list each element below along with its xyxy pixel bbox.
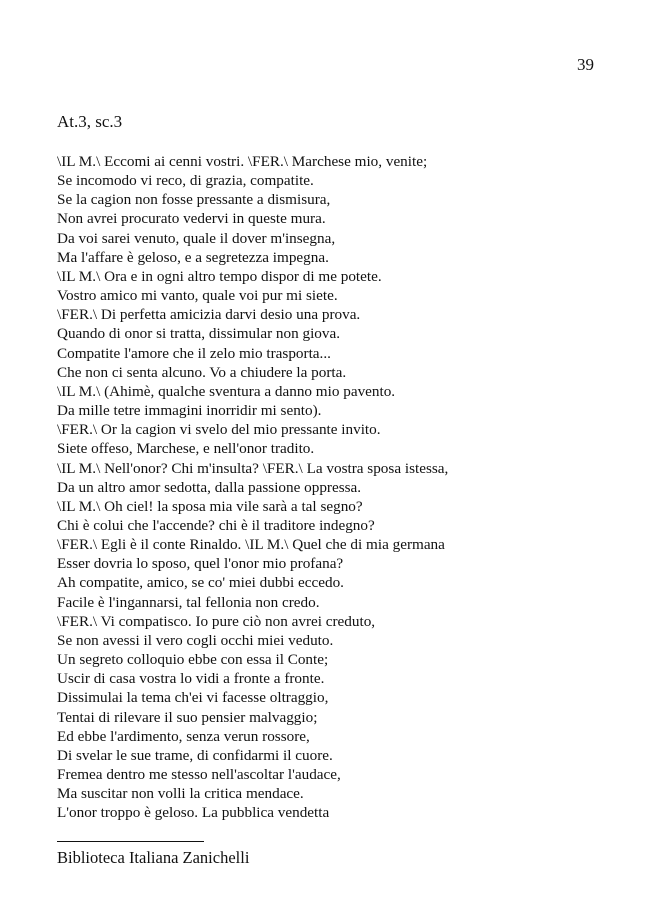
verse-line: Un segreto colloquio ebbe con essa il Conte; [57, 651, 329, 669]
verse-line: Compatite l'amore che il zelo mio trasporta... [57, 344, 331, 362]
verse-line: Di svelar le sue trame, di confidarmi il cuore. [57, 746, 333, 764]
verse-line: Da mille tetre immagini inorridir mi sento). [57, 402, 322, 420]
verse-list [57, 152, 617, 822]
verse-line: Facile è l'ingannarsi, tal fellonia non credo. [57, 593, 320, 611]
verse-line: Se incomodo vi reco, di grazia, compatite. [57, 172, 314, 190]
verse-line: Dissimulai la tema ch'ei vi facesse oltraggio, [57, 689, 329, 707]
verse-line: \FER.\ Vi compatisco. Io pure ciò non avrei creduto, [57, 612, 376, 630]
verse-line: Fremea dentro me stesso nell'ascoltar l'audace, [57, 766, 341, 783]
verse-line: Ed ebbe l'ardimento, senza verun rossore, [57, 727, 310, 745]
verse-line: Esser dovria lo sposo, quel l'onor mio profana? [57, 555, 344, 573]
verse-line: \IL M.\ Oh ciel! la sposa mia vile sarà a tal segno? [57, 497, 363, 515]
page-number: 39 [577, 55, 594, 74]
verse-line: \IL M.\ Ora e in ogni altro tempo dispor di me potete. [57, 267, 382, 285]
verse-line: Ma suscitar non volli la critica mendace. [57, 785, 304, 803]
verse-line: Se non avessi il vero cogli occhi miei veduto. [57, 631, 334, 649]
verse-line: \FER.\ Egli è il conte Rinaldo. \IL M.\ Quel che di mia germana [57, 536, 445, 554]
verse-line: L'onor troppo è geloso. La pubblica vendetta [57, 804, 330, 822]
verse-line: Vostro amico mi vanto, quale voi pur mi siete. [57, 287, 338, 305]
verse-line: Tentai di rilevare il suo pensier malvaggio; [57, 708, 318, 726]
verse-line: Che non ci senta alcuno. Vo a chiudere la porta. [57, 363, 347, 381]
verse-line: Siete offeso, Marchese, e nell'onor tradito. [57, 440, 315, 458]
verse-line: Da un altro amor sedotta, dalla passione oppressa. [57, 478, 362, 496]
verse-line: \FER.\ Di perfetta amicizia darvi desio una prova. [57, 306, 361, 324]
verse-line: Uscir di casa vostra lo vidi a fronte a fronte. [57, 670, 325, 688]
verse-line: Chi è colui che l'accende? chi è il traditore indegno? [57, 516, 375, 534]
verse-line: \IL M.\ Eccomi ai cenni vostri. \FER.\ Marchese mio, venite; [57, 153, 428, 170]
section-title: At.3, sc.3 [57, 112, 123, 131]
footer-source: Biblioteca Italiana Zanichelli [57, 848, 250, 867]
verse-line: \IL M.\ Nell'onor? Chi m'insulta? \FER.\ La vostra sposa istessa, [57, 459, 449, 477]
verse-line: Da voi sarei venuto, quale il dover m'insegna, [57, 229, 336, 247]
verse-line: \IL M.\ (Ahimè, qualche sventura a danno mio pavento. [57, 382, 396, 400]
footer-divider [57, 841, 204, 842]
verse-line: Ma l'affare è geloso, e a segretezza impegna. [57, 248, 329, 266]
verse-line: Ah compatite, amico, se co' miei dubbi eccedo. [57, 574, 344, 592]
verse-line: Quando di onor si tratta, dissimular non giova. [57, 325, 341, 343]
verse-line: \FER.\ Or la cagion vi svelo del mio pressante invito. [57, 421, 381, 439]
verse-line: Se la cagion non fosse pressante a dismisura, [57, 191, 331, 209]
verse-line: Non avrei procurato vedervi in queste mura. [57, 210, 326, 228]
